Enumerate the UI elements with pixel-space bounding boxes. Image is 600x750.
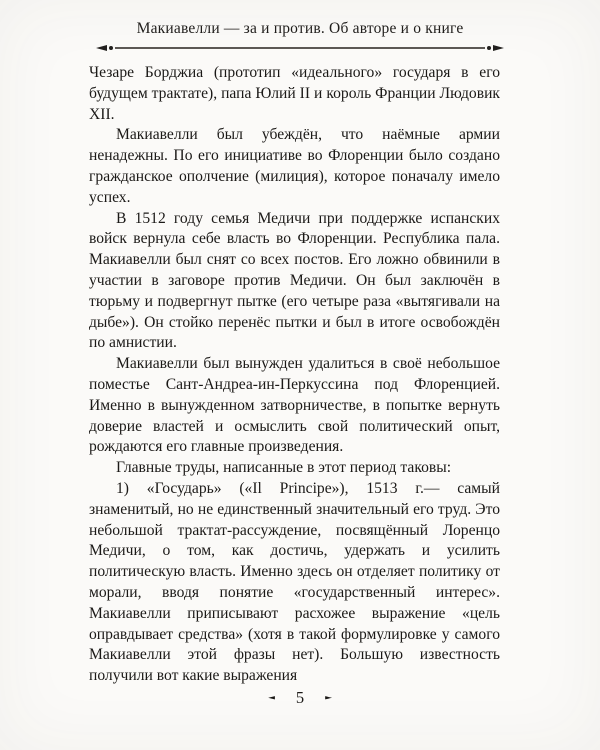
- paragraph: 1) «Государь» («Il Principe»), 1513 г.— самый знаменитый, но не единственный значительный его труд. Это небольшой трактат-рассуждение, посвящённый Лоренцо Медичи, о том, как достичь, удержать и усилить политическую власть. Именно здесь он отделяет политику от морали, вводя понятие «государственный интерес». Макиавелли приписывают расхожее выражение «цель оправдывает средства» (хотя в такой формулировке у самого Макиавелли этой фразы нет). Большую известность получили вот какие выражения: [89, 479, 500, 685]
- running-head-title: Макиавелли — за и против. Об авторе и о книге: [136, 20, 464, 37]
- page-body: [89, 63, 500, 687]
- paragraph: Чезаре Борджиа (прототип «идеального» государя в его будущем трактате), папа Юлий II и король Франции Людовик XII.: [89, 64, 500, 123]
- rule-line: [115, 47, 485, 48]
- page-number: 5: [295, 688, 305, 707]
- rule-left-arrow-icon: [96, 45, 107, 51]
- paragraph: В 1512 году семья Медичи при поддержке испанских войск вернула себе власть во Флоренции. Республика пала. Макиавелли был снят со всех постов. Его ложно обвинили в участии в заговоре против Медичи. Он был заключён в тюрьму и подвергнут пытке (его четыре раза «вытягивали на дыбе»). Он стойко перенёс пытки и был в итоге освобождён по амнистии.: [89, 209, 500, 352]
- paragraph: Макиавелли был убеждён, что наёмные армии ненадежны. По его инициативе во Флоренции было создано гражданское ополчение (милиция), которое поначалу имело успех.: [89, 126, 500, 206]
- page-footer: [0, 690, 600, 707]
- paragraph: Макиавелли был вынужден удалиться в своё небольшое поместье Сант-Андреа-ин-Перкуссина под Флоренцией. Именно в вынужденном затворничестве, в попытке вернуть доверие властей и осмыслить свой политический опыт, рождаются его главные произведения.: [89, 355, 500, 456]
- footer-right-arrow-icon: ►: [325, 694, 333, 702]
- footer-left-arrow-icon: ◄: [267, 694, 275, 702]
- rule-right-arrow-icon: [493, 45, 504, 51]
- rule-left-dot-icon: [109, 46, 113, 50]
- paragraph: Главные труды, написанные в этот период таковы:: [116, 459, 452, 477]
- rule-right-dot-icon: [487, 46, 491, 50]
- header-rule: [96, 43, 504, 53]
